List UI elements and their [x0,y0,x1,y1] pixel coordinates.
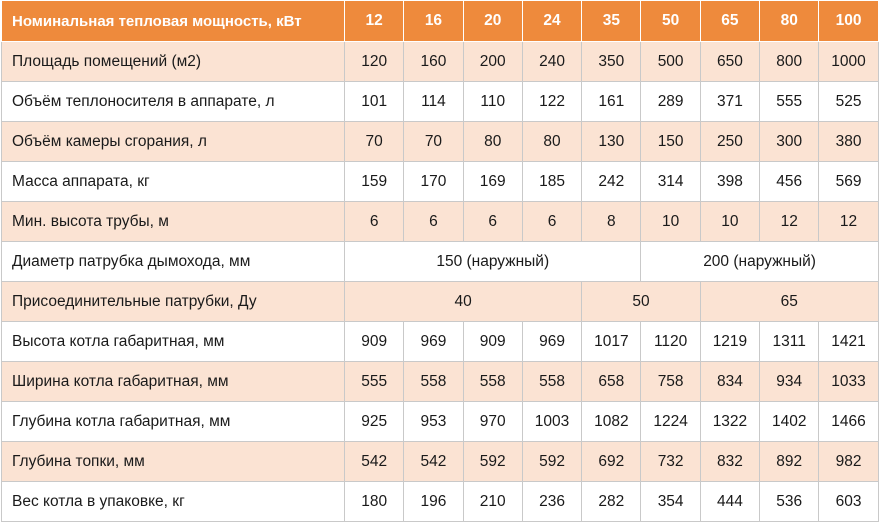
value-cell: 6 [404,202,463,242]
value-cell: 536 [760,482,819,522]
value-cell: 10 [641,202,700,242]
value-cell: 130 [582,122,641,162]
value-cell: 1017 [582,322,641,362]
value-cell: 732 [641,442,700,482]
value-cell: 354 [641,482,700,522]
table-row [2,442,879,482]
value-cell: 80 [463,122,522,162]
value-cell: 982 [819,442,878,482]
value-cell: 180 [345,482,404,522]
value-cell: 542 [345,442,404,482]
table-row [2,122,879,162]
power-cell: 80 [760,1,819,42]
value-cell: 12 [819,202,878,242]
value-cell: 40 [345,282,582,322]
value-cell: 110 [463,82,522,122]
value-cell: 1000 [819,42,878,82]
value-cell: 236 [522,482,581,522]
value-cell: 200 (наружный) [641,242,878,282]
value-cell: 250 [700,122,759,162]
value-cell: 800 [760,42,819,82]
header-label-cell: Номинальная тепловая мощность, кВт [2,1,345,42]
value-cell: 6 [345,202,404,242]
row-label: Объём теплоносителя в аппарате, л [2,82,345,122]
table-row [2,322,879,362]
value-cell: 969 [522,322,581,362]
value-cell: 160 [404,42,463,82]
value-cell: 8 [582,202,641,242]
value-cell: 953 [404,402,463,442]
power-cell: 50 [641,1,700,42]
boiler-spec-table [1,0,879,522]
value-cell: 159 [345,162,404,202]
table-row [2,402,879,442]
table-row [2,482,879,522]
value-cell: 371 [700,82,759,122]
table-row [2,162,879,202]
value-cell: 909 [463,322,522,362]
value-cell: 603 [819,482,878,522]
value-cell: 200 [463,42,522,82]
value-cell: 242 [582,162,641,202]
value-cell: 398 [700,162,759,202]
value-cell: 692 [582,442,641,482]
value-cell: 542 [404,442,463,482]
value-cell: 1224 [641,402,700,442]
value-cell: 1421 [819,322,878,362]
value-cell: 12 [760,202,819,242]
value-cell: 101 [345,82,404,122]
power-cell: 12 [345,1,404,42]
table-row [2,362,879,402]
value-cell: 196 [404,482,463,522]
row-label: Присоединительные патрубки, Ду [2,282,345,322]
value-cell: 909 [345,322,404,362]
row-label: Глубина топки, мм [2,442,345,482]
table-row [2,242,879,282]
value-cell: 569 [819,162,878,202]
table-row [2,202,879,242]
value-cell: 970 [463,402,522,442]
value-cell: 70 [404,122,463,162]
value-cell: 1082 [582,402,641,442]
value-cell: 456 [760,162,819,202]
value-cell: 122 [522,82,581,122]
value-cell: 1120 [641,322,700,362]
value-cell: 6 [463,202,522,242]
row-label: Ширина котла габаритная, мм [2,362,345,402]
power-cell: 65 [700,1,759,42]
table-row [2,42,879,82]
value-cell: 289 [641,82,700,122]
value-cell: 650 [700,42,759,82]
value-cell: 10 [700,202,759,242]
value-cell: 120 [345,42,404,82]
value-cell: 934 [760,362,819,402]
value-cell: 380 [819,122,878,162]
value-cell: 150 (наружный) [345,242,641,282]
value-cell: 170 [404,162,463,202]
row-label: Мин. высота трубы, м [2,202,345,242]
value-cell: 555 [345,362,404,402]
value-cell: 1466 [819,402,878,442]
value-cell: 592 [463,442,522,482]
value-cell: 161 [582,82,641,122]
value-cell: 282 [582,482,641,522]
value-cell: 314 [641,162,700,202]
power-cell: 100 [819,1,878,42]
value-cell: 1003 [522,402,581,442]
value-cell: 350 [582,42,641,82]
power-cell: 16 [404,1,463,42]
table-row [2,82,879,122]
value-cell: 969 [404,322,463,362]
power-cell: 35 [582,1,641,42]
value-cell: 558 [522,362,581,402]
row-label: Объём камеры сгорания, л [2,122,345,162]
row-label: Площадь помещений (м2) [2,42,345,82]
value-cell: 169 [463,162,522,202]
value-cell: 65 [700,282,878,322]
value-cell: 150 [641,122,700,162]
value-cell: 1033 [819,362,878,402]
value-cell: 832 [700,442,759,482]
value-cell: 525 [819,82,878,122]
value-cell: 1311 [760,322,819,362]
value-cell: 592 [522,442,581,482]
row-label: Вес котла в упаковке, кг [2,482,345,522]
value-cell: 185 [522,162,581,202]
value-cell: 558 [404,362,463,402]
row-label: Масса аппарата, кг [2,162,345,202]
value-cell: 80 [522,122,581,162]
value-cell: 240 [522,42,581,82]
value-cell: 70 [345,122,404,162]
value-cell: 6 [522,202,581,242]
power-cell: 20 [463,1,522,42]
value-cell: 892 [760,442,819,482]
value-cell: 114 [404,82,463,122]
value-cell: 1402 [760,402,819,442]
value-cell: 444 [700,482,759,522]
header-row [2,1,879,42]
value-cell: 555 [760,82,819,122]
value-cell: 925 [345,402,404,442]
value-cell: 658 [582,362,641,402]
value-cell: 834 [700,362,759,402]
row-label: Диаметр патрубка дымохода, мм [2,242,345,282]
power-cell: 24 [522,1,581,42]
value-cell: 210 [463,482,522,522]
value-cell: 500 [641,42,700,82]
row-label: Высота котла габаритная, мм [2,322,345,362]
value-cell: 50 [582,282,701,322]
spec-table-body [2,42,879,522]
value-cell: 1322 [700,402,759,442]
value-cell: 300 [760,122,819,162]
table-row [2,282,879,322]
value-cell: 1219 [700,322,759,362]
value-cell: 758 [641,362,700,402]
value-cell: 558 [463,362,522,402]
row-label: Глубина котла габаритная, мм [2,402,345,442]
